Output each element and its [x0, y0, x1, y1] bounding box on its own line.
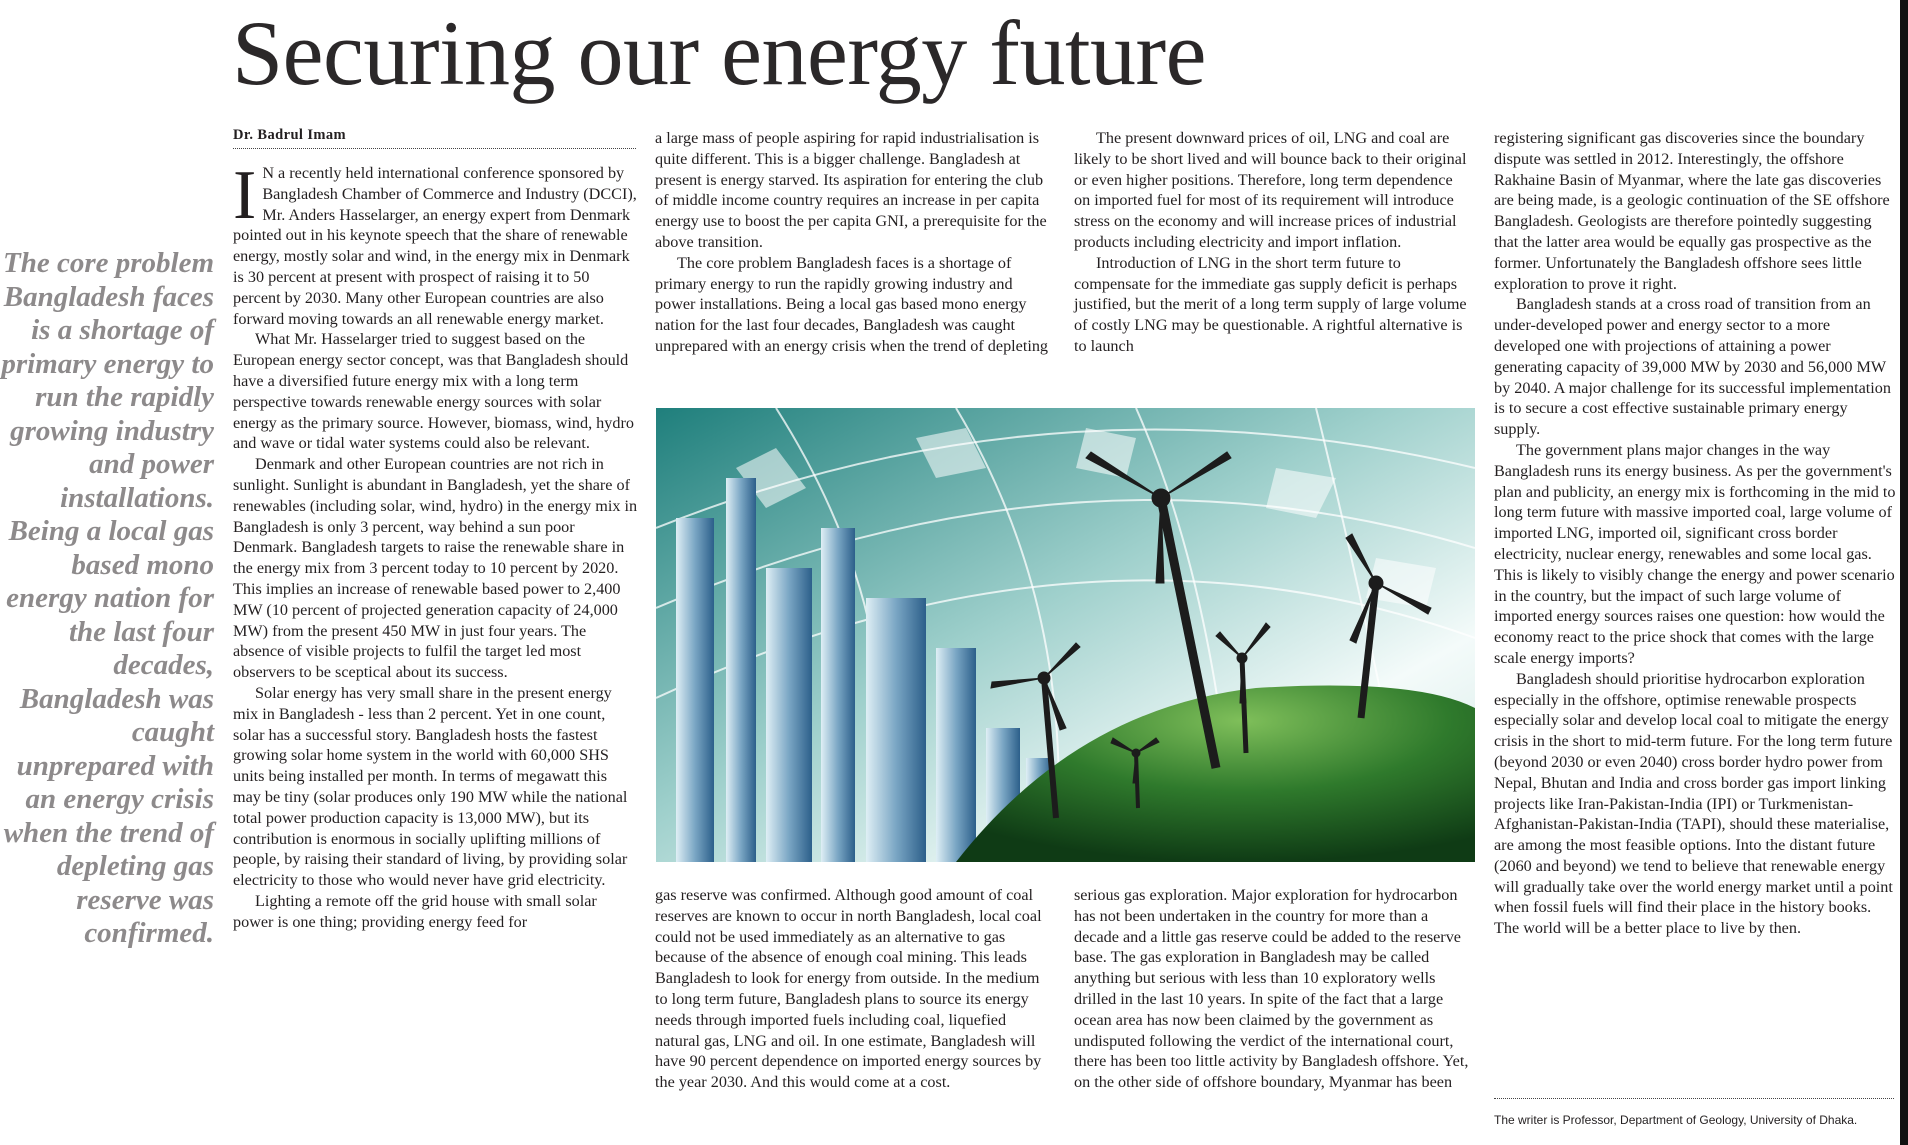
page-edge	[1900, 0, 1908, 1145]
paragraph: The core problem Bangladesh faces is a shortage of primary energy to run the rapidly growing industry and power installations. Being a local gas based mono energy nation for the last four decades, Bangladesh was caught unprepared with an energy crisis when the trend of depleting	[655, 253, 1049, 355]
article-column-4	[1494, 128, 1897, 939]
pull-quote: The core problem Bangladesh faces is a shortage of primary energy to run the rapidly growing industry and power installations. Being a local gas based mono energy nation for the last four decades, Bangladesh was caught unprepared with an energy crisis when the trend of depleting gas reserve was confirmed.	[1, 247, 214, 949]
wind-turbines-solar-globe-illustration	[656, 408, 1475, 862]
drop-cap: I	[233, 157, 257, 234]
paragraph: Bangladesh stands at a cross road of transition from an under-developed power and energy sector to a more developed one with projections of attaining a power generating capacity of 39,000 MW by 2030 and 56,000 MW by 2040. A major challenge for its successful implementation is to secure a cost effective sustainable primary energy supply.	[1494, 295, 1891, 439]
footnote-divider	[1494, 1098, 1894, 1099]
paragraph: Solar energy has very small share in the present energy mix in Bangladesh - less than 2 percent. Yet in one count, solar has a successful story. Bangladesh hosts the fastest growing solar home system in the world with 60,000 SHS units being installed per month. In terms of megawatt this may be tiny (solar produces only 190 MW while the national total power production capacity is 13,000 MW), but its contribution is enormous in socially uplifting millions of people, by raising their standard of living, by providing solar electricity to those who would never have grid electricity.	[233, 683, 628, 890]
article-column-2-bottom	[655, 885, 1053, 1093]
paragraph	[233, 157, 638, 329]
page-title: Securing our energy future	[232, 2, 1206, 104]
paragraph: a large mass of people aspiring for rapid industrialisation is quite different. This is a bigger challenge. Bangladesh at present is energy starved. Its aspiration for entering the club of middle income country requires an increase in per capita energy use to boost the per capita GNI, a prerequisite for the above transition.	[655, 129, 1047, 251]
paragraph: Lighting a remote off the grid house with small solar power is one thing; providing energy feed for	[233, 891, 597, 931]
paragraph: serious gas exploration. Major exploration for hydrocarbon has not been undertaken in the country for more than a decade and a little gas reserve could be added to the reserve base. The gas exploration in Bangladesh may be called anything but serious with less than 10 exploratory wells drilled in the last 10 years. In spite of the fact that a large ocean area has now been claimed by the government as undisputed following the verdict of the international court, there has been too little activity by Bangladesh offshore. Yet, on the other side of offshore boundary, Myanmar has been	[1074, 886, 1469, 1092]
paragraph-text: N a recently held international conference sponsored by Bangladesh Chamber of Commerce and Industry (DCCI), Mr. Anders Hasselarger, an energy expert from Denmark pointed out in his keynote speech that the share of renewable energy, mostly solar and wind, in the energy mix in Denmark is 30 percent at present with prospect of raising it to 50 percent by 2030. Many other European countries are also forward moving towards an all renewable energy market.	[233, 164, 637, 328]
paragraph: Introduction of LNG in the short term future to compensate for the immediate gas supply deficit is perhaps justified, but the merit of a long term supply of large volume of costly LNG may be questionable. A rightful alternative is to launch	[1074, 253, 1467, 355]
article-column-2-top	[655, 128, 1053, 357]
paragraph: Denmark and other European countries are not rich in sunlight. Sunlight is abundant in Bangladesh, yet the share of renewables (including solar, wind, hydro) in the energy mix in Bangladesh is only 3 percent, way behind a sun poor Denmark. Bangladesh targets to raise the renewable share in the energy mix from 3 percent today to 10 percent by 2020. This implies an increase of renewable based power to 2,400 MW (10 percent of projected generation capacity of 24,000 MW) from the present 450 MW in just four years. The absence of visible projects to fulfil the target led most observers to be sceptical about its success.	[233, 455, 638, 682]
author-footnote: The writer is Professor, Department of Geology, University of Dhaka.	[1494, 1113, 1858, 1127]
byline: Dr. Badrul Imam	[233, 127, 636, 149]
paragraph: The present downward prices of oil, LNG and coal are likely to be short lived and will bounce back to their original or even higher positions. Therefore, long term dependence on imported fuel for most of its requirement will introduce stress on the economy and will increase prices of industrial products including electricity and import inflation.	[1074, 129, 1467, 251]
article-column-1	[233, 157, 638, 932]
paragraph: What Mr. Hasselarger tried to suggest based on the European energy sector concept, was that Bangladesh should have a diversified future energy mix with a long term perspective towards renewable energy sources with solar energy as the primary source. However, biomass, wind, hydro and wave or tidal water systems could also be relevant.	[233, 330, 634, 453]
paragraph: registering significant gas discoveries since the boundary dispute was settled in 2012. Interestingly, the offshore Rakhaine Basin of Myanmar, where the late gas discoveries are being made, is a geologic continuation of the SE offshore Bangladesh. Geologists are therefore pointedly suggesting that the latter area would be equally gas prospective as the former. Unfortunately the Bangladesh offshore sees little exploration to prove it right.	[1494, 129, 1890, 293]
paragraph: gas reserve was confirmed. Although good amount of coal reserves are known to occur in north Bangladesh, local coal could not be used immediately as an alternative to gas because of the absence of enough coal mining. This leads Bangladesh to look for energy from outside. In the medium to long term future, Bangladesh plans to source its energy needs through imported fuels including coal, liquefied natural gas, LNG and oil. In one estimate, Bangladesh will have 90 percent dependence on imported energy sources by the year 2030. And this would come at a cost.	[655, 886, 1042, 1092]
paragraph: The government plans major changes in the way Bangladesh runs its energy business. As per the government's plan and publicity, an energy mix is forthcoming in the mid to long term future with massive imported coal, large volume of imported LNG, imported oil, significant cross border electricity, nuclear energy, renewables and some local gas. This is likely to visibly change the energy and power scenario in the country, but the impact of such large volume of imported energy sources raises one question: how would the economy react to the price shock that comes with the large scale energy imports?	[1494, 440, 1896, 667]
article-column-3-bottom	[1074, 885, 1472, 1093]
paragraph: Bangladesh should prioritise hydrocarbon exploration especially in the offshore, optimise renewable prospects especially solar and develop local coal to mitigate the energy crisis in the short to mid-term future. For the long term future (beyond 2030 or even 2040) cross border hydro power from Nepal, Bhutan and India and cross border gas import linking projects like Iran-Pakistan-India (IPI) or Turkmenistan-Afghanistan-Pakistan-India (TAPI), should these materialise, are among the most feasible options. Into the distant future (2060 and beyond) we tend to believe that renewable energy will gradually take over the world energy market until a point when fossil fuels will find their place in the history books. The world will be a better place to live by then.	[1494, 669, 1893, 938]
article-column-3-top	[1074, 128, 1472, 357]
